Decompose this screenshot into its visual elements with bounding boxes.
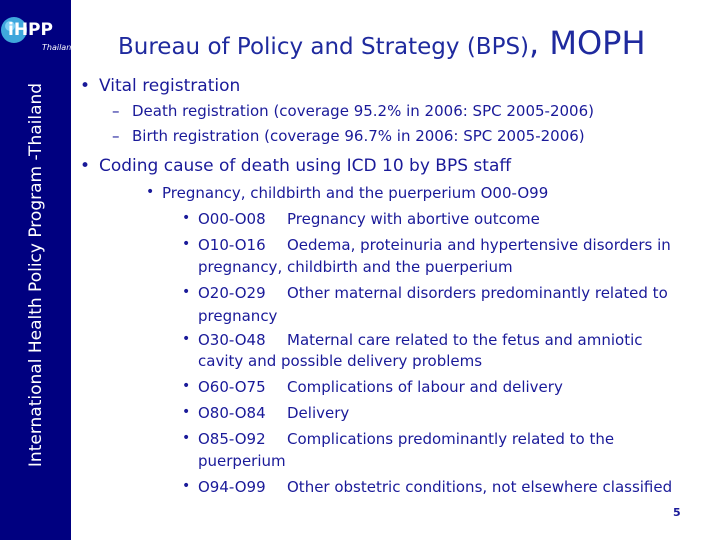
code-item: O20-O29 (198, 284, 266, 302)
sidebar (0, 0, 77, 540)
code-description: Pregnancy with abortive outcome (287, 210, 540, 228)
bullet-dot-icon: • (182, 404, 191, 420)
code-description: Other obstetric conditions, not elsewhere classified (287, 478, 673, 496)
logo-text: iHPP (8, 20, 53, 40)
bullet-dot-icon: • (80, 76, 91, 96)
code-item: O10-O16 (198, 236, 266, 254)
bullet-dot-icon: • (182, 378, 191, 394)
code-item: O94-O99 (198, 478, 266, 496)
code-description: Other maternal disorders predominantly related to (287, 284, 668, 302)
ihpp-logo (0, 8, 77, 54)
code-description: Maternal care related to the fetus and amniotic (287, 331, 643, 349)
code-description-cont: pregnancy, childbirth and the puerperium (198, 258, 513, 276)
code-item: O00-O08 (198, 210, 266, 228)
pregnancy-chapter-text: Pregnancy, childbirth and the puerperium O00-O99 (162, 184, 549, 202)
bullet-dot-icon: • (146, 184, 155, 200)
code-description: Complications predominantly related to the (287, 430, 615, 448)
code-description-cont: puerperium (198, 452, 286, 470)
sidebar-vertical-text: International Health Policy Program -Thailand (26, 82, 46, 468)
birth-registration-text: Birth registration (coverage 96.7% in 2006: SPC 2005-2006) (132, 127, 585, 145)
bullet-dot-icon: • (182, 430, 191, 446)
bullet-dot-icon: • (182, 331, 191, 347)
code-description-cont: pregnancy (198, 307, 278, 325)
vital-registration-text: Vital registration (99, 76, 241, 96)
bullet-dot-icon: • (182, 284, 191, 300)
code-item: O60-O75 (198, 378, 266, 396)
bullet-dot-icon: • (80, 156, 91, 176)
bullet-dot-icon: • (182, 236, 191, 252)
code-description: Delivery (287, 404, 350, 422)
page-number: 5 (673, 506, 681, 519)
title-main: Bureau of Policy and Strategy (BPS) (118, 34, 530, 60)
code-description: Complications of labour and delivery (287, 378, 563, 396)
death-registration-text: Death registration (coverage 95.2% in 2006: SPC 2005-2006) (132, 102, 594, 120)
bullet-dot-icon: • (182, 210, 191, 226)
bullet-dot-icon: • (182, 478, 191, 494)
code-item: O30-O48 (198, 331, 266, 349)
page-title (118, 24, 646, 62)
code-item: O85-O92 (198, 430, 266, 448)
dash-bullet-icon: – (112, 127, 120, 145)
logo-subtext: Thailand (42, 43, 77, 52)
dash-bullet-icon: – (112, 102, 120, 120)
title-suffix: , MOPH (529, 24, 646, 62)
code-item: O80-O84 (198, 404, 266, 422)
coding-cause-text: Coding cause of death using ICD 10 by BPS staff (99, 156, 512, 176)
code-description-cont: cavity and possible delivery problems (198, 352, 483, 370)
code-description: Oedema, proteinuria and hypertensive disorders in (287, 236, 671, 254)
